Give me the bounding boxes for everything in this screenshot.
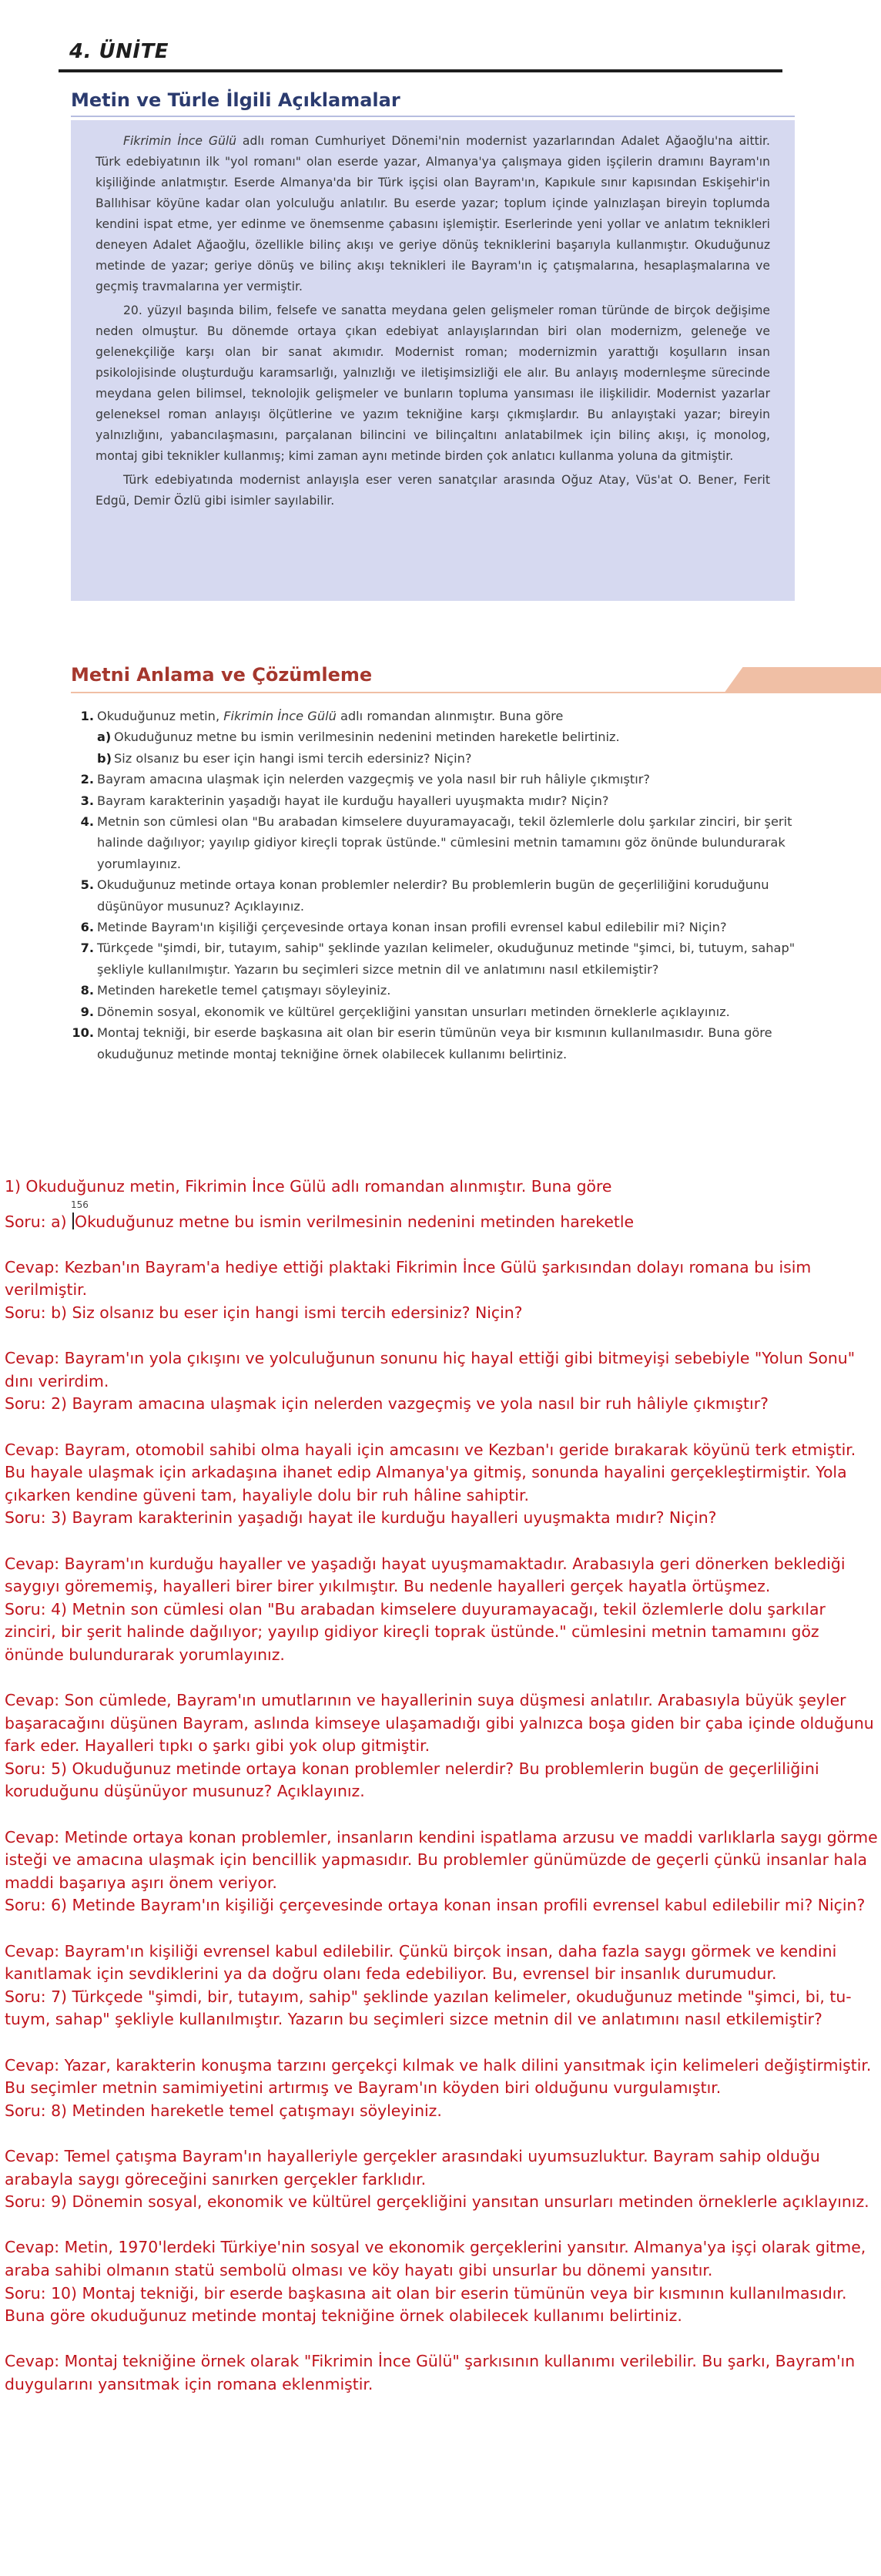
spacer: [5, 1416, 879, 1439]
question-number: 6.: [80, 920, 94, 935]
section-title-explanations: Metin ve Türle İlgili Açıklamalar: [71, 89, 400, 111]
explanation-paragraph-3: Türk edebiyatında modernist anlayışla eser veren sanatçılar arasında Oğuz Atay, Vüs'at O. Bener, Ferit Edgü, Demir Özlü gibi isimler sayılabilir.: [95, 473, 770, 508]
spacer: [5, 2122, 879, 2145]
paragraph-text: adlı roman Cumhuriyet Dönemi'nin modernist yazarlarından Adalet Ağaoğlu'na aittir. Türk edebiyatının ilk "yol romanı" olan eserde yazar, Almanya'ya çalışmaya giden işçilerin dramını Bayram'ın kişiliğinde anlatmıştır. Eserde Almanya'da bir Türk işçisi olan Bayram'ın, Kapıkule sınır kapısından Eskişehir'in Ballıhisar köyüne kadar olan yolculuğu anlatılır. Bu eserde yazar; toplum içinde yalnızlaşan bireyin toplumda kendini ispat etme, yer edinme ve önemsenme çabasını işlemiştir. Eserlerinde yeni yollar ve anlatım teknikleri deneyen Adalet Ağaoğlu, özellikle bilinç akışı ve geriye dönüş tekniklerini başarıyla kullanmıştır. Okuduğunuz metinde de yazar; geriye dönüş ve bilinç akışı teknikleri ile Bayram'ın iç çatışmalarına, hesaplaşmalarına ve geçmiş travmalarına yer vermiştir.: [95, 134, 770, 293]
answer-question-a: [5, 1211, 879, 1234]
question-text: Soru: 5) Okuduğunuz metinde ortaya konan problemler nelerdir? Bu problemlerin bugün de geçerliliğini koruduğunu düşünüyor musunuz? Açıklayınız.: [5, 1759, 819, 1801]
question-text: Bayram karakterinin yaşadığı hayat ile kurduğu hayalleri uyuşmakta mıdır? Niçin?: [97, 793, 609, 808]
answer-text: Cevap: Bayram'ın kişiliği evrensel kabul edilebilir. Çünkü birçok insan, daha fazla saygı görmek ve kendini kanıtlamak için sevdiklerini ya da doğru olanı feda edebiliyor. Bu, evrensel bir insanlık durumudur.: [5, 1941, 837, 1984]
question-text: Soru: 4) Metnin son cümlesi olan "Bu arabadan kimselere duyuramayacağı, tekil özlemlerle dolu şarkılar zinciri, bir şerit halinde dağılıyor; yayılıp gidiyor kireçli toprak üstünde." cümlesini metnin tamamını göz önünde bulundurarak yorumlayınız.: [5, 1599, 826, 1664]
answer-text: Cevap: Bayram'ın kurduğu hayaller ve yaşadığı hayat uyuşmamaktadır. Arabasıyla geri dönerken beklediği saygıyı görememiş, hayalleri birer birer yıkılmıştır. Bu nedenle hayalleri gerçek hayatla örtüşmez.: [5, 1554, 846, 1596]
page-number: 156: [71, 1199, 89, 1210]
spacer: [5, 2214, 879, 2237]
spacer: [5, 2031, 879, 2054]
question-item: [71, 1001, 810, 1022]
answer-text: Cevap: Montaj tekniğine örnek olarak "Fikrimin İnce Gülü" şarkısının kullanımı verilebilir. Bu şarkı, Bayram'ın duygularını yansıtmak için romana eklenmiştir.: [5, 2352, 856, 2393]
question-text: Montaj tekniği, bir eserde başkasına ait olan bir eserin tümünün veya bir kısmının kullanılmasıdır. Buna göre okuduğunuz metinde montaj tekniğine örnek olabilecek kullanımı belirtiniz.: [97, 1025, 772, 1062]
question-item: [71, 790, 810, 811]
question-text: Soru: 6) Metinde Bayram'ın kişiliği çerçevesinde ortaya konan insan profili evrensel kabul edilebilir mi? Niçin?: [5, 1896, 866, 1915]
question-list: [71, 706, 810, 1065]
question-item: [71, 917, 810, 937]
question-item: [71, 769, 810, 790]
explanation-text-box: [71, 120, 795, 601]
question-item: [71, 706, 810, 769]
spacer: [5, 2328, 879, 2351]
section-rule: [71, 116, 795, 117]
sub-label: b): [97, 750, 112, 766]
explanation-paragraph-2: 20. yüzyıl başında bilim, felsefe ve sanatta meydana gelen gelişmeler roman türünde de birçok değişime neden olmuştur. Bu dönemde ortaya çıkan edebiyat anlayışlarından biri olan modernizm, geleneğe ve gelenekçiliğe karşı olan bir sanat akımıdır. Modernist roman; modernizmin yarattığı koşulların insan psikolojisinde oluşturduğu karamsarlığı, yalnızlığı ve iletişimsizliği ele alır. Bu anlayış modernleşme sürecinde meydana gelen bilimsel, teknolojik gelişmeler ve bunların topluma yansıması ile ilişkilidir. Modernist yazarlar geleneksel roman anlayışı ölçütlerine ve yazım tekniğine karşı çıkmışlardır. Bu anlayıştaki yazar; bireyin yalnızlığını, yabancılaşmasını, parçalanan bilincini ve bilinçaltını anlatabilmek için bilinç akışı, iç monolog, montaj gibi teknikler kullanmış; kimi zaman aynı metinde birden çok anlatıcı kullanma yoluna da gitmiştir.: [95, 304, 770, 463]
answer-text: Cevap: Son cümlede, Bayram'ın umutlarının ve hayallerinin suya düşmesi anlatılır. Arabasıyla büyük şeyler başaracağını düşünen Bayram, aslında kimseye ulaşamadığı gibi yalnızca boşa giden bir çaba içinde olduğunu fark eder. Hayalleri tıpkı o şarkı gibi yok olup gitmiştir.: [5, 1691, 874, 1756]
answer-text: Cevap: Temel çatışma Bayram'ın hayalleriyle gerçekler arasındaki uyumsuzluktur. Bayram sahip olduğu arabayla saygı göreceğini sanırken gerçekler farklıdır.: [5, 2146, 820, 2189]
answer-intro: 1) Okuduğunuz metin, Fikrimin İnce Gülü adlı romandan alınmıştır. Buna göre: [5, 1177, 612, 1196]
question-text: Soru: 2) Bayram amacına ulaşmak için nelerden vazgeçmiş ve yola nasıl bir ruh hâliyle çıkmıştır?: [5, 1394, 769, 1414]
answer-text: Cevap: Bayram, otomobil sahibi olma hayali için amcasını ve Kezban'ı geride bırakarak köyünü terk etmiştir. Bu hayale ulaşmak için arkadaşına ihanet edip Almanya'ya gitmiş, sonunda hayalini gerçekleştirmiştir. Yola çıkarken kendine güveni tam, hayaliyle dolu bir ruh hâline sahiptir.: [5, 1440, 856, 1504]
spacer: [5, 1917, 879, 1940]
question-number: 4.: [80, 814, 94, 830]
text-cursor: [72, 1213, 74, 1229]
answer-text: Cevap: Metinde ortaya konan problemler, insanların kendini ispatlama arzusu ve maddi varlıklarla saygı görme isteği ve amacına ulaşmak için bencillik yapmasıdır. Bu problemler günümüzde de geçerli çünkü insanlar hala maddi başarıya aşırı önem veriyor.: [5, 1827, 878, 1892]
question-text: Soru: 10) Montaj tekniği, bir eserde başkasına ait olan bir eserin tümünün veya bir kısmının kullanılmasıdır. Buna göre okuduğunuz metinde montaj tekniğine örnek olabilecek kullanımı belirtiniz.: [5, 2283, 847, 2326]
sub-question-text: Siz olsanız bu eser için hangi ismi tercih edersiniz? Niçin?: [114, 750, 472, 766]
spacer: [5, 1666, 879, 1689]
question-item: [71, 874, 810, 917]
question-text: Metinde Bayram'ın kişiliği çerçevesinde ortaya konan insan profili evrensel kabul edilebilir mi? Niçin?: [97, 920, 727, 935]
question-item: [71, 1022, 810, 1065]
question-text: Soru: 3) Bayram karakterinin yaşadığı hayat ile kurduğu hayalleri uyuşmakta mıdır? Niçin?: [5, 1508, 717, 1528]
question-text: Soru: 7) Türkçede "şimdi, bir, tutayım, sahip" şeklinde yazılan kelimeler, okuduğunuz metinde "şimci, bi, tu- tuym, sahap" şekliyle kullanılmıştır. Yazarın bu seçimleri sizce metnin dil ve anlatımını nasıl etkilemiştir?: [5, 1987, 852, 2029]
question-text: Soru: b) Siz olsanız bu eser için hangi ismi tercih edersiniz? Niçin?: [5, 1303, 523, 1322]
question-item: [71, 937, 810, 980]
spacer: [5, 1530, 879, 1553]
header-rule: [59, 69, 782, 72]
section-rule-accent: [71, 692, 841, 693]
answer-text: Cevap: Kezban'ın Bayram'a hediye ettiği plaktaki Fikrimin İnce Gülü şarkısından dolayı romana bu isim verilmiştir.: [5, 1257, 812, 1300]
question-number: 1.: [80, 709, 94, 723]
question-number: 2.: [80, 772, 94, 787]
question-text: Bayram amacına ulaşmak için nelerden vazgeçmiş ve yola nasıl bir ruh hâliyle çıkmıştır?: [97, 772, 650, 787]
question-text: Okuduğunuz metinde ortaya konan problemler nelerdir? Bu problemlerin bugün de geçerliliğini koruduğunu düşünüyor musunuz? Açıklayınız.: [97, 877, 769, 914]
answer-section: [5, 1176, 879, 2396]
answer-text: Cevap: Bayram'ın yola çıkışını ve yolculuğunun sonunu hiç hayal ettiği gibi bitmeyişi sebebiyle "Yolun Sonu" dını verirdim.: [5, 1349, 856, 1390]
question-text: Okuduğunuz metin,: [97, 709, 224, 723]
question-text: Okuduğunuz metne bu ismin verilmesinin nedenini metinden hareketle: [75, 1212, 635, 1231]
section-accent-bar: [724, 667, 881, 693]
question-item: [71, 811, 810, 874]
question-text: Metinden hareketle temel çatışmayı söyleyiniz.: [97, 983, 391, 998]
sub-question-b: [97, 748, 810, 769]
question-number: 5.: [80, 877, 94, 893]
sub-label: a): [97, 730, 112, 745]
question-item: [71, 980, 810, 1001]
answer-text: Cevap: Yazar, karakterin konuşma tarzını gerçekçi kılmak ve halk dilini yansıtmak için kelimeleri değiştirmiştir. Bu seçimler metnin samimiyetini artırmış ve Bayram'ın köyden biri olduğunu vurgulamıştır.: [5, 2055, 872, 2098]
sub-question-a: [97, 726, 810, 747]
question-text: Soru: 8) Metinden hareketle temel çatışmayı söyleyiniz.: [5, 2101, 442, 2120]
question-text: Metnin son cümlesi olan "Bu arabadan kimselere duyuramayacağı, tekil özlemlerle dolu şarkılar zinciri, bir şerit halinde dağılıyor; yayılıp gidiyor kireçli toprak üstünde." cümlesini metnin tamamını göz önünde bulundurarak yorumlayınız.: [97, 814, 792, 871]
question-number: 9.: [80, 1004, 94, 1019]
novel-title-inline: Fikrimin İnce Gülü: [223, 709, 337, 723]
answer-text: Cevap: Metin, 1970'lerdeki Türkiye'nin sosyal ve ekonomik gerçeklerini yansıtır. Almanya'ya işçi olarak gitme, araba sahibi olmanın statü sembolü olması ve köy hayatı gibi unsurlar bu dönemi yansıtır.: [5, 2238, 866, 2279]
question-text: adlı romandan alınmıştır. Buna göre: [336, 709, 564, 723]
novel-title-inline: Fikrimin İnce Gülü: [123, 134, 237, 148]
question-number: 8.: [80, 983, 94, 998]
question-text: Soru: 9) Dönemin sosyal, ekonomik ve kültürel gerçekliğini yansıtan unsurları metinden örneklerle açıklayınız.: [5, 2192, 869, 2212]
section-title-analysis: Metni Anlama ve Çözümleme: [71, 664, 373, 686]
spacer: [5, 1233, 879, 1256]
page-header: [0, 0, 881, 83]
question-text: Dönemin sosyal, ekonomik ve kültürel gerçekliğini yansıtan unsurları metinden örneklerle açıklayınız.: [97, 1004, 730, 1019]
question-number: 7.: [80, 941, 94, 956]
question-prefix: Soru: a): [5, 1212, 72, 1231]
question-number: 10.: [72, 1025, 94, 1041]
question-number: 3.: [80, 793, 94, 808]
unit-title: 4. ÜNİTE: [69, 40, 169, 63]
spacer: [5, 1325, 879, 1348]
spacer: [5, 1803, 879, 1826]
question-text: Türkçede "şimdi, bir, tutayım, sahip" şeklinde yazılan kelimeler, okuduğunuz metinde "şimci, bi, tutuym, sahap" şekliyle kullanılmıştır. Yazarın bu seçimleri sizce metnin dil ve anlatımını nasıl etkilemiştir?: [97, 941, 796, 977]
sub-question-text: Okuduğunuz metne bu ismin verilmesinin nedenini metinden hareketle belirtiniz.: [114, 730, 620, 745]
explanation-paragraph-1: [95, 131, 770, 297]
